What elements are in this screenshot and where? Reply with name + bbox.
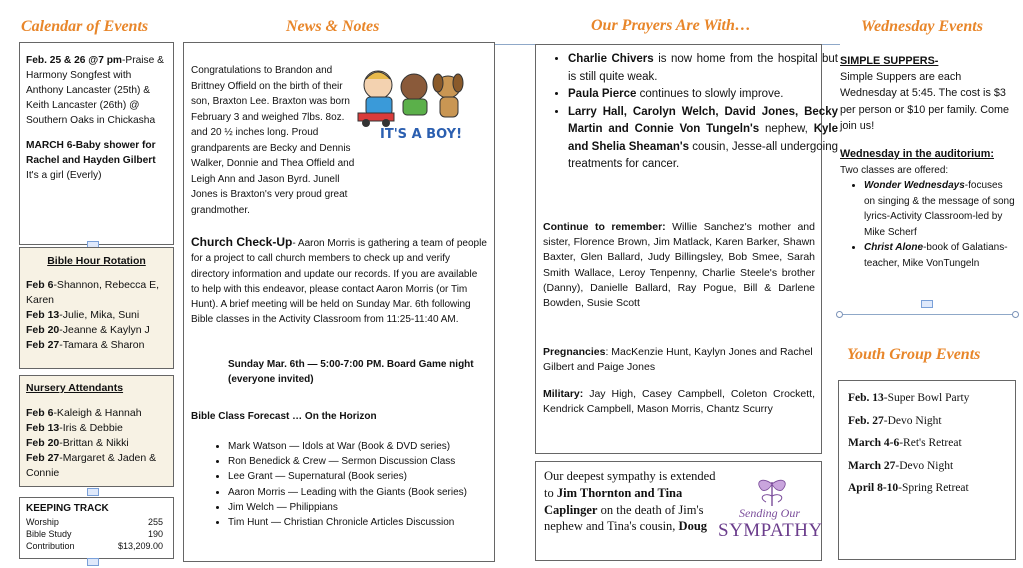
game-night-notice: Sunday Mar. 6th — 5:00-7:00 PM. Board Game night (everyone invited) (228, 359, 474, 385)
anchor-icon (87, 488, 99, 496)
auditorium-title: Wednesday in the auditorium: (840, 148, 994, 160)
calendar-event-2: MARCH 6-Baby shower for Rachel and Hayden Gilbert It's a girl (Everly) (26, 140, 156, 181)
sympathy-card-bottom: SYMPATHY (718, 520, 823, 541)
prayer-item: • Paula Pierce continues to slowly improve. (568, 86, 838, 104)
simple-suppers-text: Simple Suppers are each Wednesday at 5:45. The cost is $3 per person or $10 per family. Come join us! (840, 71, 1010, 132)
nursery-title: Nursery Attendants (26, 382, 124, 394)
calendar-heading: Calendar of Events (21, 18, 149, 35)
text-frame-guide (838, 314, 1016, 315)
prayer-item: • Charlie Chivers is now home from the hospital but is still quite weak. (568, 51, 838, 86)
forecast-item: • Mark Watson — Idols at War (Book & DVD series) (228, 439, 502, 454)
birth-announcement: Congratulations to Brandon and Brittney Offield on the birth of their son, Braxton Lee. Braxton was born February 3 and weighed 7lbs. 8oz. and 20 ½ inches long. Proud grandparents are Becky and Dennis Walker, Donnie and Thea Offield and Leigh Ann and Jason Byrd. Junell Jones is Braxton's very proud great grandmother. (191, 65, 355, 216)
prayers-heading: Our Prayers Are With… (591, 17, 751, 34)
keeping-row: Worship 255 (26, 517, 163, 527)
keeping-row: Bible Study 190 (26, 529, 163, 539)
rotation-item: Feb 13-Julie, Mika, Suni (26, 309, 140, 321)
news-heading: News & Notes (286, 18, 380, 35)
sympathy-box (535, 461, 822, 561)
nursery-box (19, 375, 174, 487)
rotation-list (26, 278, 168, 353)
youth-item: March 27-Devo Night (848, 459, 954, 472)
prayer-bullets (546, 51, 838, 174)
pregnancies: Pregnancies: MacKenzie Hunt, Kaylyn Jones and Rachel Gilbert and Paige Jones (543, 346, 813, 374)
anchor-icon (87, 558, 99, 566)
auditorium-classes (840, 178, 1016, 271)
class-item: • Wonder Wednesdays-focuses on singing & the message of song lyrics-Activity Classroom-led by Mike Scherf (864, 178, 1016, 240)
forecast-item: • Aaron Morris — Leading with the Giants (Book series) (228, 485, 502, 500)
keeping-track-title: KEEPING TRACK (26, 503, 109, 514)
sympathy-card-top: Sending Our (739, 506, 800, 520)
calendar-event-1: Feb. 25 & 26 @7 pm-Praise & Harmony Songfest with Anthony Lancaster (25th) & Keith Lancaster (26th) @ Southern Oaks in Chickasha (26, 55, 164, 126)
military: Military: Jay High, Casey Campbell, Coleton Crockett, Kendrick Campbell, Mason Morris, Chantz Scurry (543, 388, 815, 416)
nursery-item: Feb 27-Margaret & Jaden & Connie (26, 452, 157, 479)
youth-box (838, 380, 1016, 560)
church-checkup: Church Check-Up- Aaron Morris is gathering a team of people for a project to call church members to check up and verify directory information and update our records. If you are available to help with this endeavor, please contact Aaron Morris (or Tim Hunt). A brief meeting will be held on Sunday Mar. 6th following Bible classes in the Activity Classroom from 11:25-11:40 AM. (191, 235, 487, 326)
auditorium (840, 147, 1016, 271)
forecast-list (210, 439, 502, 530)
class-item: • Christ Alone-book of Galatians-teacher, Mike VonTungeln (864, 240, 1016, 271)
rotation-item: Feb 20-Jeanne & Kaylyn J (26, 324, 150, 336)
flower-icon (732, 474, 812, 508)
rotation-title: Bible Hour Rotation (47, 255, 146, 267)
keeping-row: Contribution $13,209.00 (26, 541, 163, 551)
auditorium-intro: Two classes are offered: (840, 164, 949, 176)
calendar-box (19, 42, 174, 245)
simple-suppers-title: SIMPLE SUPPERS- (840, 55, 939, 67)
youth-heading: Youth Group Events (847, 346, 981, 363)
nursery-item: Feb 6-Kaleigh & Hannah (26, 407, 142, 419)
forecast-title: Bible Class Forecast … On the Horizon (191, 411, 377, 422)
column-guide (822, 44, 840, 45)
forecast-item: • Lee Grant — Supernatural (Book series) (228, 469, 502, 484)
nursery-item: Feb 13-Iris & Debbie (26, 422, 123, 434)
rotation-box (19, 247, 174, 369)
forecast-item: • Jim Welch — Philippians (228, 500, 502, 515)
continue-to-remember: Continue to remember: Willie Sanchez's mother and sister, Florence Brown, Jim Matlack, Karen Barker, Shawn Baxter, Glen Ballard, Judy Billingsley, Bob Smee, Sarah Smith Wallace, Leroy Tenpenny, Charlie Steele's brother (Danny), Danielle Ballard, Ray Pogue, Bill & Darlene Bowden, Susie Scott (543, 221, 815, 310)
resize-handle-icon[interactable] (836, 311, 843, 318)
wednesday-heading: Wednesday Events (861, 18, 983, 35)
forecast-item: • Ron Benedick & Crew — Sermon Discussion Class (228, 454, 502, 469)
nursery-list (26, 406, 168, 481)
youth-item: April 8-10-Spring Retreat (848, 482, 969, 494)
keeping-track-rows (20, 516, 173, 552)
youth-item: March 4-6-Ret's Retreat (848, 437, 962, 449)
keeping-track-box (19, 497, 174, 559)
youth-item: Feb. 13-Super Bowl Party (848, 392, 970, 404)
sympathy-text: Our deepest sympathy is extended to Jim Thornton and Tina Caplinger on the death of Jim's nephew and Tina's cousin, Doug (544, 469, 716, 534)
rotation-item: Feb 6-Shannon, Rebecca E, Karen (26, 279, 160, 306)
forecast-item: • Tim Hunt — Christian Chronicle Articles Discussion (228, 515, 502, 530)
rotation-item: Feb 27-Tamara & Sharon (26, 339, 145, 351)
prayer-item: • Larry Hall, Carolyn Welch, David Jones, Becky Martin and Connie Von Tungeln's nephew, Kyle and Shelia Sheaman's cousin, Jesse-all undergoing treatments for cancer. (568, 104, 838, 174)
simple-suppers (840, 53, 1016, 134)
nursery-item: Feb 20-Brittan & Nikki (26, 437, 129, 449)
news-box (183, 42, 495, 562)
youth-item: Feb. 27-Devo Night (848, 414, 942, 427)
column-guide (495, 44, 535, 45)
resize-handle-icon[interactable] (1012, 311, 1019, 318)
prayers-box (535, 44, 839, 454)
its-a-boy-label: IT'S A BOY! (380, 127, 462, 142)
anchor-icon (921, 300, 933, 308)
